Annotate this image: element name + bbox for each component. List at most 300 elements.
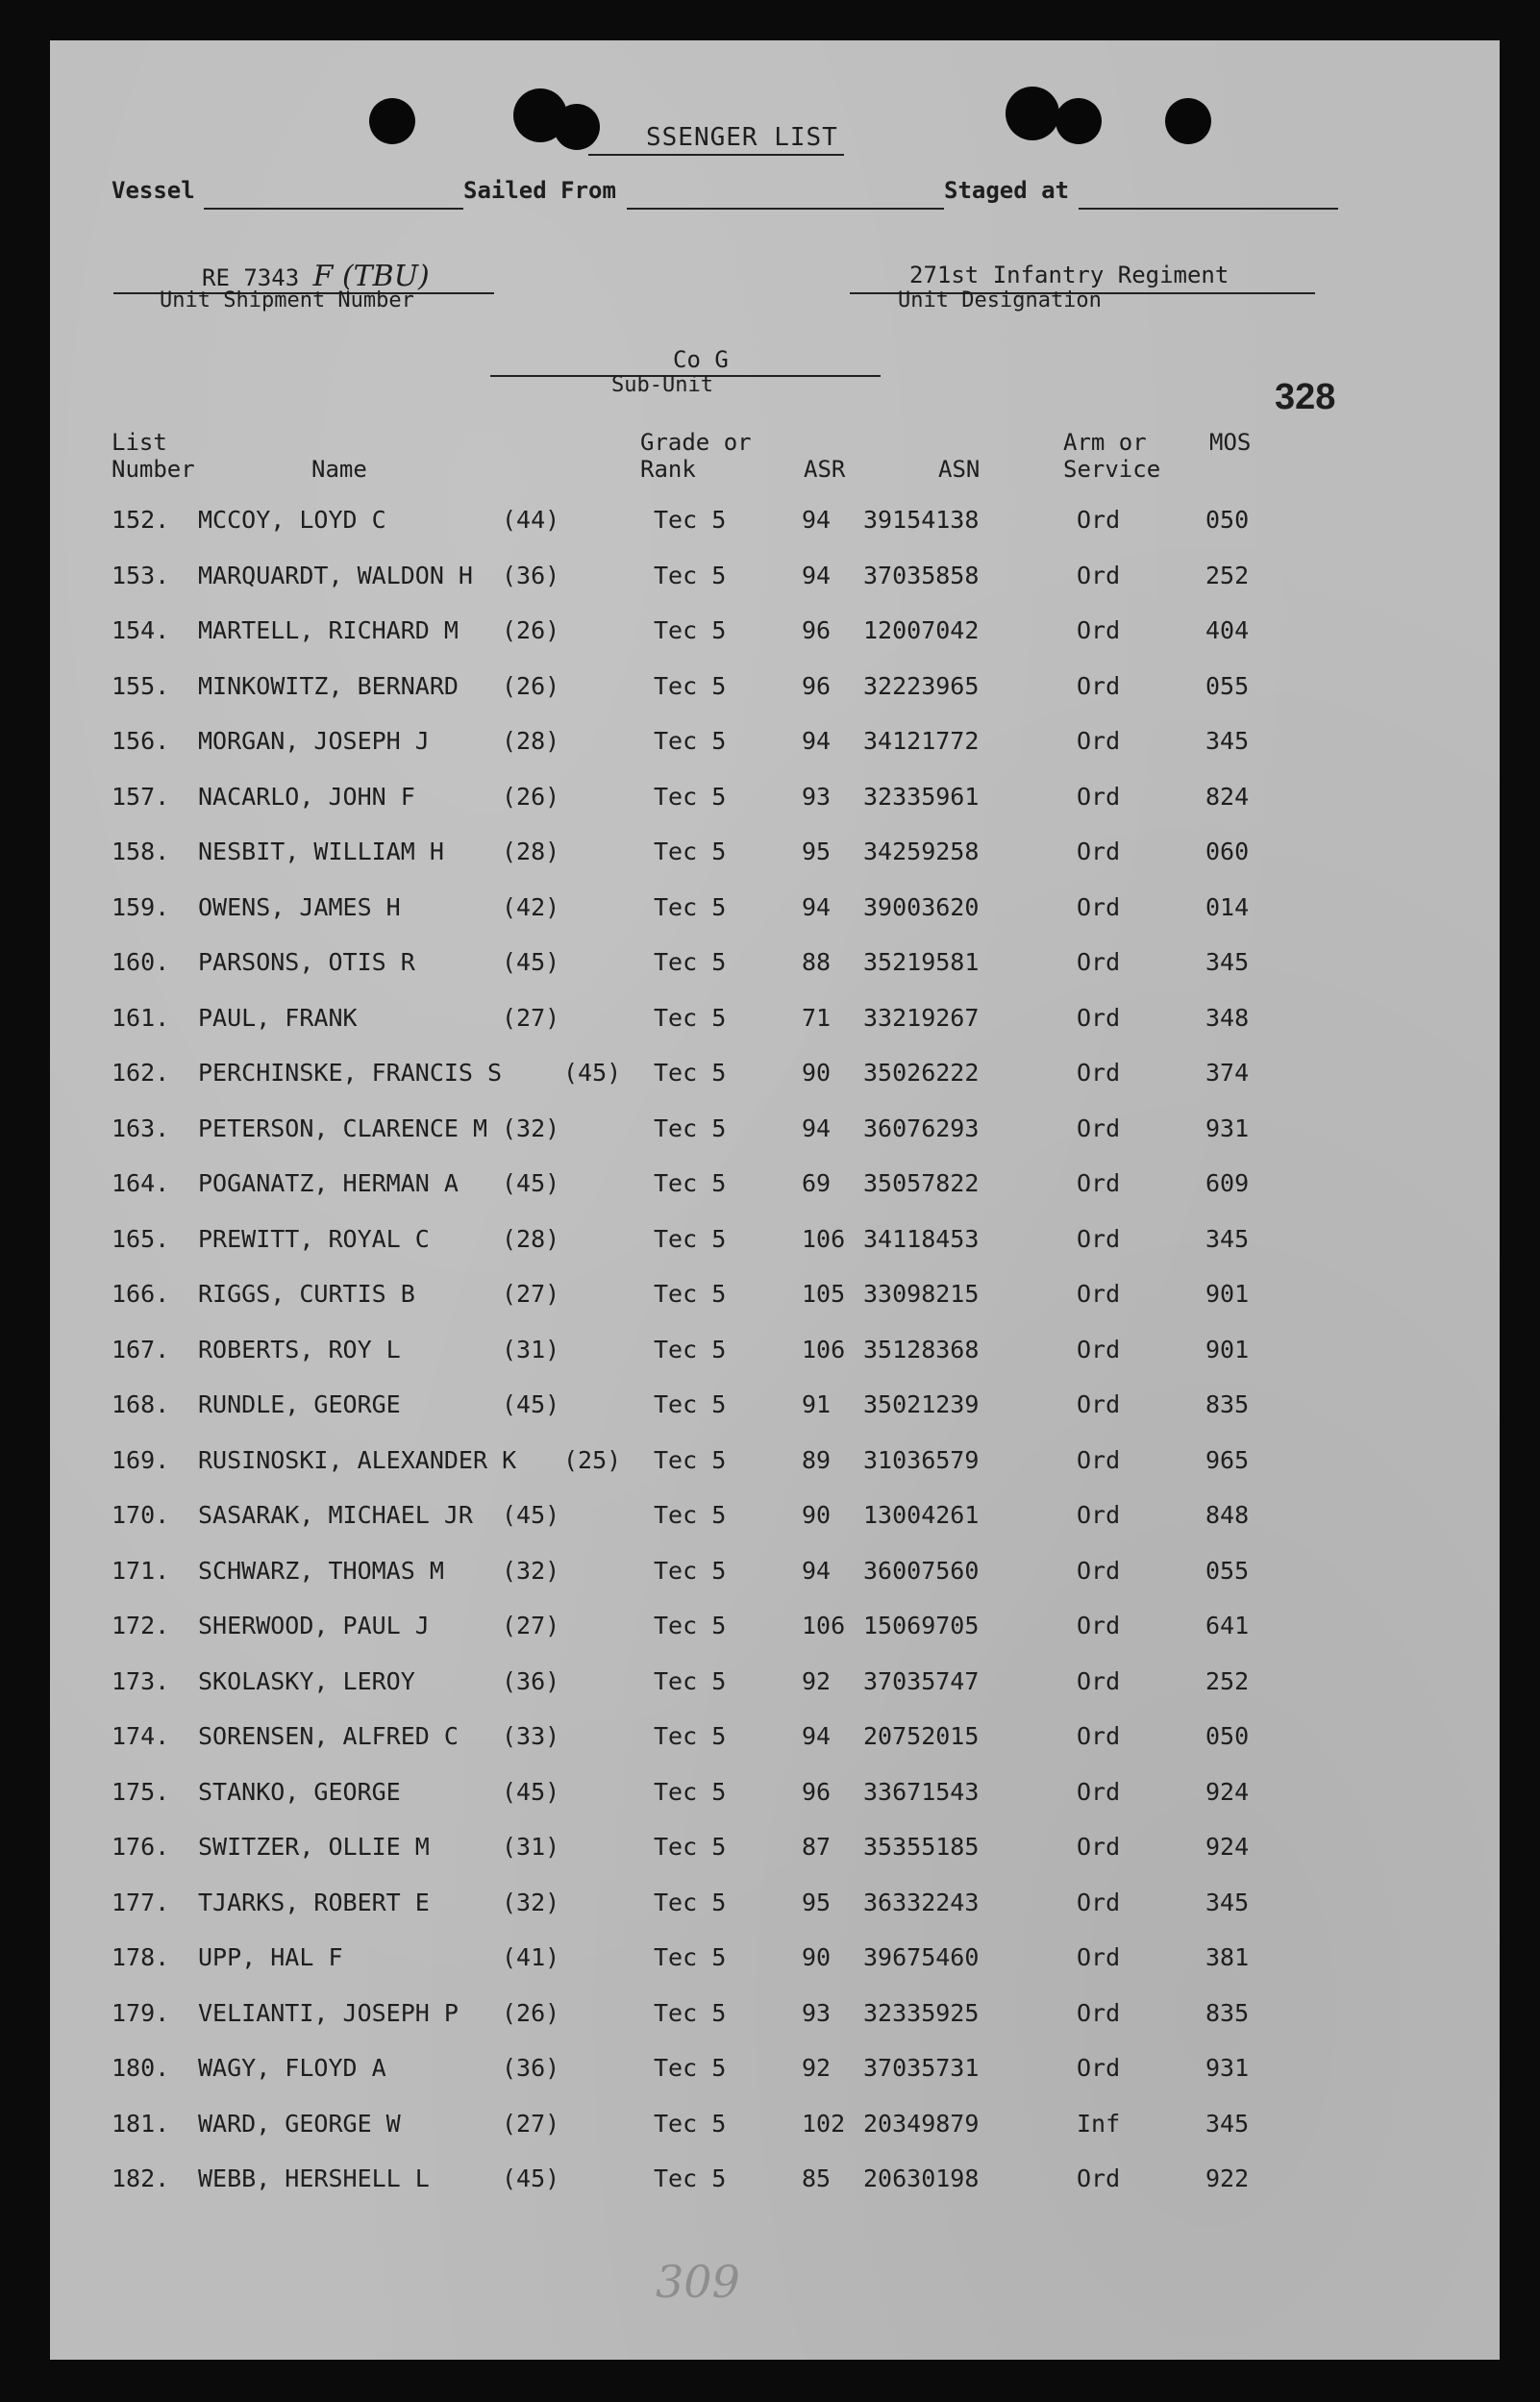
grade-rank: Tec 5 <box>654 1390 727 1418</box>
passenger-age: (36) <box>502 1666 560 1695</box>
asr-score: 93 <box>802 1998 832 2027</box>
column-arm: Arm or Service <box>1063 429 1161 483</box>
table-row <box>50 1501 1500 1556</box>
mos-code: 835 <box>1205 1998 1250 2027</box>
list-number: 158. <box>112 838 170 865</box>
mos-code: 252 <box>1205 561 1250 589</box>
asn-number: 36076293 <box>863 1113 980 1142</box>
asn-number: 39154138 <box>863 506 980 534</box>
unit-designation: 271st Infantry Regiment <box>909 262 1230 288</box>
passenger-name: SWITZER, OLLIE M <box>198 1833 430 1861</box>
list-number: 165. <box>112 1224 170 1253</box>
passenger-age: (45) <box>502 2164 560 2192</box>
asr-score: 105 <box>802 1280 846 1308</box>
table-row <box>50 1059 1500 1113</box>
mos-code: 404 <box>1205 616 1250 644</box>
asn-number: 37035747 <box>863 1666 980 1695</box>
asr-score: 92 <box>802 1666 832 1695</box>
table-row <box>50 1999 1500 2054</box>
asn-number: 33671543 <box>863 1777 980 1806</box>
table-row <box>50 506 1500 561</box>
asr-score: 94 <box>802 506 832 534</box>
mos-code: 055 <box>1205 1556 1250 1585</box>
asn-number: 37035858 <box>863 561 980 589</box>
passenger-name: VELIANTI, JOSEPH P <box>198 1998 459 2027</box>
arm-service: Ord <box>1077 1390 1121 1418</box>
asr-score: 96 <box>802 1777 832 1806</box>
mos-code: 060 <box>1205 838 1250 865</box>
passenger-age: (42) <box>502 892 560 921</box>
asr-score: 85 <box>802 2164 832 2192</box>
grade-rank: Tec 5 <box>654 1113 727 1142</box>
passenger-age: (41) <box>502 1943 560 1971</box>
sub-unit: Co G <box>673 346 729 373</box>
vessel-label: Vessel <box>112 177 195 204</box>
grade-rank: Tec 5 <box>654 1003 727 1032</box>
grade-rank: Tec 5 <box>654 1335 727 1364</box>
asr-score: 94 <box>802 1113 832 1142</box>
list-number: 179. <box>112 1998 170 2027</box>
mos-code: 609 <box>1205 1169 1250 1197</box>
asn-number: 32335961 <box>863 782 980 811</box>
arm-service: Ord <box>1077 1722 1121 1750</box>
arm-service: Ord <box>1077 506 1121 534</box>
passenger-age: (44) <box>502 506 560 534</box>
passenger-name: SORENSEN, ALFRED C <box>198 1722 459 1750</box>
arm-service: Ord <box>1077 1501 1121 1529</box>
passenger-age: (36) <box>502 561 560 589</box>
asn-number: 32223965 <box>863 671 980 700</box>
arm-service: Ord <box>1077 948 1121 976</box>
asn-number: 35219581 <box>863 948 980 976</box>
passenger-age: (45) <box>502 1390 560 1418</box>
grade-rank: Tec 5 <box>654 1833 727 1861</box>
table-row <box>50 1833 1500 1888</box>
asr-score: 94 <box>802 1556 832 1585</box>
passenger-name: WAGY, FLOYD A <box>198 2054 386 2082</box>
asn-number: 13004261 <box>863 1501 980 1529</box>
passenger-name: SHERWOOD, PAUL J <box>198 1612 430 1639</box>
list-number: 180. <box>112 2054 170 2082</box>
table-row <box>50 1667 1500 1722</box>
passenger-age: (27) <box>502 2109 560 2138</box>
arm-service: Ord <box>1077 1445 1121 1474</box>
list-number: 157. <box>112 782 170 811</box>
mos-code: 924 <box>1205 1777 1250 1806</box>
grade-rank: Tec 5 <box>654 1722 727 1750</box>
grade-rank: Tec 5 <box>654 671 727 700</box>
passenger-name: UPP, HAL F <box>198 1943 343 1971</box>
mos-code: 835 <box>1205 1390 1250 1418</box>
mos-code: 931 <box>1205 2054 1250 2082</box>
column-list-number: List Number <box>112 429 195 483</box>
grade-rank: Tec 5 <box>654 1556 727 1585</box>
grade-rank: Tec 5 <box>654 838 727 865</box>
passenger-age: (27) <box>502 1612 560 1639</box>
asn-number: 36332243 <box>863 1888 980 1916</box>
table-row <box>50 672 1500 727</box>
passenger-name: MARTELL, RICHARD M <box>198 616 459 644</box>
asr-score: 106 <box>802 1335 846 1364</box>
list-number: 178. <box>112 1943 170 1971</box>
arm-service: Inf <box>1077 2109 1121 2138</box>
list-number: 176. <box>112 1833 170 1861</box>
passenger-name: SASARAK, MICHAEL JR <box>198 1501 473 1529</box>
staged-at-line <box>1079 208 1338 210</box>
mos-code: 924 <box>1205 1833 1250 1861</box>
passenger-name: ROBERTS, ROY L <box>198 1335 401 1364</box>
passenger-name: RIGGS, CURTIS B <box>198 1280 415 1308</box>
passenger-age: (26) <box>502 616 560 644</box>
mos-code: 014 <box>1205 892 1250 921</box>
mos-code: 345 <box>1205 2109 1250 2138</box>
list-number: 163. <box>112 1113 170 1142</box>
arm-service: Ord <box>1077 1777 1121 1806</box>
passenger-age: (45) <box>502 1777 560 1806</box>
mos-code: 381 <box>1205 1943 1250 1971</box>
sailed-from-label: Sailed From <box>463 177 616 204</box>
arm-service: Ord <box>1077 1280 1121 1308</box>
mos-code: 931 <box>1205 1113 1250 1142</box>
mos-code: 345 <box>1205 1888 1250 1916</box>
passenger-age: (26) <box>502 782 560 811</box>
table-row <box>50 1336 1500 1390</box>
list-number: 160. <box>112 948 170 976</box>
asn-number: 33098215 <box>863 1280 980 1308</box>
asr-score: 89 <box>802 1445 832 1474</box>
passenger-age: (45) <box>502 1169 560 1197</box>
punch-hole <box>1006 87 1059 140</box>
passenger-age: (27) <box>502 1280 560 1308</box>
grade-rank: Tec 5 <box>654 782 727 811</box>
arm-service: Ord <box>1077 1612 1121 1639</box>
asn-number: 33219267 <box>863 1003 980 1032</box>
mos-code: 901 <box>1205 1280 1250 1308</box>
table-row <box>50 2110 1500 2164</box>
asn-number: 34121772 <box>863 727 980 755</box>
asr-score: 90 <box>802 1059 832 1087</box>
list-number: 152. <box>112 506 170 534</box>
grade-rank: Tec 5 <box>654 1280 727 1308</box>
asn-number: 35128368 <box>863 1335 980 1364</box>
list-number: 161. <box>112 1003 170 1032</box>
asr-score: 95 <box>802 838 832 865</box>
punch-hole <box>1165 98 1211 144</box>
table-row <box>50 727 1500 782</box>
grade-rank: Tec 5 <box>654 1612 727 1639</box>
arm-service: Ord <box>1077 616 1121 644</box>
sailed-from-line <box>627 208 944 210</box>
table-row <box>50 783 1500 838</box>
column-name: Name <box>311 456 367 483</box>
column-mos: MOS <box>1209 429 1252 456</box>
passenger-name: PETERSON, CLARENCE M <box>198 1113 488 1142</box>
passenger-name: NESBIT, WILLIAM H <box>198 838 444 865</box>
mos-code: 965 <box>1205 1445 1250 1474</box>
table-row <box>50 1114 1500 1169</box>
list-number: 167. <box>112 1335 170 1364</box>
document-page <box>50 40 1500 2360</box>
list-number: 155. <box>112 671 170 700</box>
passenger-age: (45) <box>502 1501 560 1529</box>
passenger-age: (28) <box>502 838 560 865</box>
table-row <box>50 1446 1500 1501</box>
list-number: 172. <box>112 1612 170 1639</box>
passenger-age: (28) <box>502 727 560 755</box>
mos-code: 824 <box>1205 782 1250 811</box>
asn-number: 20752015 <box>863 1722 980 1750</box>
table-row <box>50 1169 1500 1224</box>
list-number: 182. <box>112 2164 170 2192</box>
list-number: 181. <box>112 2109 170 2138</box>
document-title: SSENGER LIST <box>588 123 844 156</box>
arm-service: Ord <box>1077 1224 1121 1253</box>
grade-rank: Tec 5 <box>654 1445 727 1474</box>
asr-score: 94 <box>802 727 832 755</box>
grade-rank: Tec 5 <box>654 2164 727 2192</box>
arm-service: Ord <box>1077 1888 1121 1916</box>
asn-number: 35021239 <box>863 1390 980 1418</box>
asn-number: 20630198 <box>863 2164 980 2192</box>
passenger-name: STANKO, GEORGE <box>198 1777 401 1806</box>
asn-number: 36007560 <box>863 1556 980 1585</box>
table-row <box>50 1557 1500 1612</box>
arm-service: Ord <box>1077 1666 1121 1695</box>
grade-rank: Tec 5 <box>654 616 727 644</box>
passenger-name: PREWITT, ROYAL C <box>198 1224 430 1253</box>
table-row <box>50 893 1500 948</box>
asr-score: 93 <box>802 782 832 811</box>
asr-score: 71 <box>802 1003 832 1032</box>
vessel-line <box>204 208 463 210</box>
mos-code: 922 <box>1205 2164 1250 2192</box>
passenger-age: (33) <box>502 1722 560 1750</box>
column-asr: ASR <box>804 456 846 483</box>
passenger-name: SCHWARZ, THOMAS M <box>198 1556 444 1585</box>
asn-number: 35026222 <box>863 1059 980 1087</box>
passenger-age: (28) <box>502 1224 560 1253</box>
asr-score: 96 <box>802 671 832 700</box>
asr-score: 69 <box>802 1169 832 1197</box>
asr-score: 92 <box>802 2054 832 2082</box>
arm-service: Ord <box>1077 892 1121 921</box>
column-grade: Grade or Rank <box>640 429 752 483</box>
asr-score: 90 <box>802 1501 832 1529</box>
passenger-age: (26) <box>502 1998 560 2027</box>
list-number: 153. <box>112 561 170 589</box>
list-number: 159. <box>112 892 170 921</box>
arm-service: Ord <box>1077 2054 1121 2082</box>
passenger-age: (27) <box>502 1003 560 1032</box>
passenger-name: OWENS, JAMES H <box>198 892 401 921</box>
grade-rank: Tec 5 <box>654 561 727 589</box>
table-row <box>50 1943 1500 1998</box>
list-number: 154. <box>112 616 170 644</box>
grade-rank: Tec 5 <box>654 727 727 755</box>
passenger-name: POGANATZ, HERMAN A <box>198 1169 459 1197</box>
grade-rank: Tec 5 <box>654 1888 727 1916</box>
table-row <box>50 1722 1500 1777</box>
asn-number: 34259258 <box>863 838 980 865</box>
passenger-age: (25) <box>563 1445 622 1474</box>
list-number: 177. <box>112 1888 170 1916</box>
asn-number: 34118453 <box>863 1224 980 1253</box>
passenger-age: (32) <box>502 1888 560 1916</box>
unit-shipment-caption: Unit Shipment Number <box>160 288 414 313</box>
table-row <box>50 562 1500 616</box>
asr-score: 95 <box>802 1888 832 1916</box>
arm-service: Ord <box>1077 1335 1121 1364</box>
passenger-name: MARQUARDT, WALDON H <box>198 561 473 589</box>
passenger-name: MINKOWITZ, BERNARD <box>198 671 459 700</box>
asr-score: 87 <box>802 1833 832 1861</box>
grade-rank: Tec 5 <box>654 2109 727 2138</box>
grade-rank: Tec 5 <box>654 1666 727 1695</box>
staged-at-label: Staged at <box>944 177 1070 204</box>
unit-designation-caption: Unit Designation <box>898 288 1102 313</box>
grade-rank: Tec 5 <box>654 1059 727 1087</box>
punch-hole <box>1056 98 1102 144</box>
mos-code: 848 <box>1205 1501 1250 1529</box>
mos-code: 055 <box>1205 671 1250 700</box>
list-number: 169. <box>112 1445 170 1474</box>
passenger-name: WARD, GEORGE W <box>198 2109 401 2138</box>
passenger-age: (45) <box>502 948 560 976</box>
arm-service: Ord <box>1077 1169 1121 1197</box>
list-number: 166. <box>112 1280 170 1308</box>
passenger-name: NACARLO, JOHN F <box>198 782 415 811</box>
asr-score: 94 <box>802 1722 832 1750</box>
asr-score: 106 <box>802 1224 846 1253</box>
arm-service: Ord <box>1077 782 1121 811</box>
passenger-age: (31) <box>502 1335 560 1364</box>
passenger-name: RUSINOSKI, ALEXANDER K <box>198 1445 517 1474</box>
asn-number: 37035731 <box>863 2054 980 2082</box>
unit-shipment-typed: RE 7343 <box>202 264 300 291</box>
passenger-age: (36) <box>502 2054 560 2082</box>
asn-number: 35057822 <box>863 1169 980 1197</box>
table-row <box>50 838 1500 892</box>
list-number: 173. <box>112 1666 170 1695</box>
grade-rank: Tec 5 <box>654 948 727 976</box>
asr-score: 106 <box>802 1612 846 1639</box>
arm-service: Ord <box>1077 561 1121 589</box>
table-row <box>50 1889 1500 1943</box>
arm-service: Ord <box>1077 1943 1121 1971</box>
asr-score: 94 <box>802 892 832 921</box>
passenger-age: (32) <box>502 1556 560 1585</box>
table-row <box>50 2054 1500 2109</box>
asr-score: 94 <box>802 561 832 589</box>
arm-service: Ord <box>1077 671 1121 700</box>
asr-score: 102 <box>802 2109 846 2138</box>
passenger-name: PARSONS, OTIS R <box>198 948 415 976</box>
passenger-name: PERCHINSKE, FRANCIS S <box>198 1059 503 1087</box>
arm-service: Ord <box>1077 838 1121 865</box>
list-number: 168. <box>112 1390 170 1418</box>
asn-number: 12007042 <box>863 616 980 644</box>
mos-code: 050 <box>1205 506 1250 534</box>
grade-rank: Tec 5 <box>654 1501 727 1529</box>
list-number: 171. <box>112 1556 170 1585</box>
list-number: 174. <box>112 1722 170 1750</box>
grade-rank: Tec 5 <box>654 2054 727 2082</box>
table-row <box>50 1390 1500 1445</box>
mos-code: 641 <box>1205 1612 1250 1639</box>
arm-service: Ord <box>1077 727 1121 755</box>
asr-score: 90 <box>802 1943 832 1971</box>
asn-number: 32335925 <box>863 1998 980 2027</box>
passenger-name: WEBB, HERSHELL L <box>198 2164 430 2192</box>
column-asn: ASN <box>938 456 981 483</box>
list-number: 156. <box>112 727 170 755</box>
mos-code: 345 <box>1205 948 1250 976</box>
grade-rank: Tec 5 <box>654 1777 727 1806</box>
table-row <box>50 2164 1500 2219</box>
table-row <box>50 948 1500 1003</box>
arm-service: Ord <box>1077 1113 1121 1142</box>
grade-rank: Tec 5 <box>654 1943 727 1971</box>
asr-score: 88 <box>802 948 832 976</box>
list-number: 170. <box>112 1501 170 1529</box>
table-row <box>50 1280 1500 1335</box>
passenger-age: (26) <box>502 671 560 700</box>
mos-code: 345 <box>1205 1224 1250 1253</box>
table-row <box>50 1612 1500 1666</box>
asn-number: 35355185 <box>863 1833 980 1861</box>
passenger-name: MCCOY, LOYD C <box>198 506 386 534</box>
passenger-age: (32) <box>502 1113 560 1142</box>
table-row <box>50 616 1500 671</box>
list-number: 162. <box>112 1059 170 1087</box>
arm-service: Ord <box>1077 1059 1121 1087</box>
grade-rank: Tec 5 <box>654 1224 727 1253</box>
unit-shipment-handwritten: F (TBU) <box>312 260 430 293</box>
asn-number: 31036579 <box>863 1445 980 1474</box>
asr-score: 96 <box>802 616 832 644</box>
grade-rank: Tec 5 <box>654 1998 727 2027</box>
arm-service: Ord <box>1077 1833 1121 1861</box>
asn-number: 39003620 <box>863 892 980 921</box>
grade-rank: Tec 5 <box>654 892 727 921</box>
mos-code: 374 <box>1205 1059 1250 1087</box>
asr-score: 91 <box>802 1390 832 1418</box>
passenger-name: TJARKS, ROBERT E <box>198 1888 430 1916</box>
mos-code: 252 <box>1205 1666 1250 1695</box>
arm-service: Ord <box>1077 1003 1121 1032</box>
asn-number: 39675460 <box>863 1943 980 1971</box>
passenger-name: RUNDLE, GEORGE <box>198 1390 401 1418</box>
arm-service: Ord <box>1077 1998 1121 2027</box>
table-row <box>50 1778 1500 1833</box>
mos-code: 901 <box>1205 1335 1250 1364</box>
asn-number: 15069705 <box>863 1612 980 1639</box>
mos-code: 050 <box>1205 1722 1250 1750</box>
list-number: 164. <box>112 1169 170 1197</box>
page-number: 328 <box>1275 377 1336 417</box>
arm-service: Ord <box>1077 2164 1121 2192</box>
passenger-name: MORGAN, JOSEPH J <box>198 727 430 755</box>
sub-unit-caption: Sub-Unit <box>611 373 713 397</box>
mos-code: 348 <box>1205 1003 1250 1032</box>
pencil-annotation: 309 <box>656 2256 740 2308</box>
mos-code: 345 <box>1205 727 1250 755</box>
passenger-name: SKOLASKY, LEROY <box>198 1666 415 1695</box>
passenger-age: (31) <box>502 1833 560 1861</box>
passenger-age: (45) <box>563 1059 622 1087</box>
grade-rank: Tec 5 <box>654 1169 727 1197</box>
table-row <box>50 1225 1500 1280</box>
